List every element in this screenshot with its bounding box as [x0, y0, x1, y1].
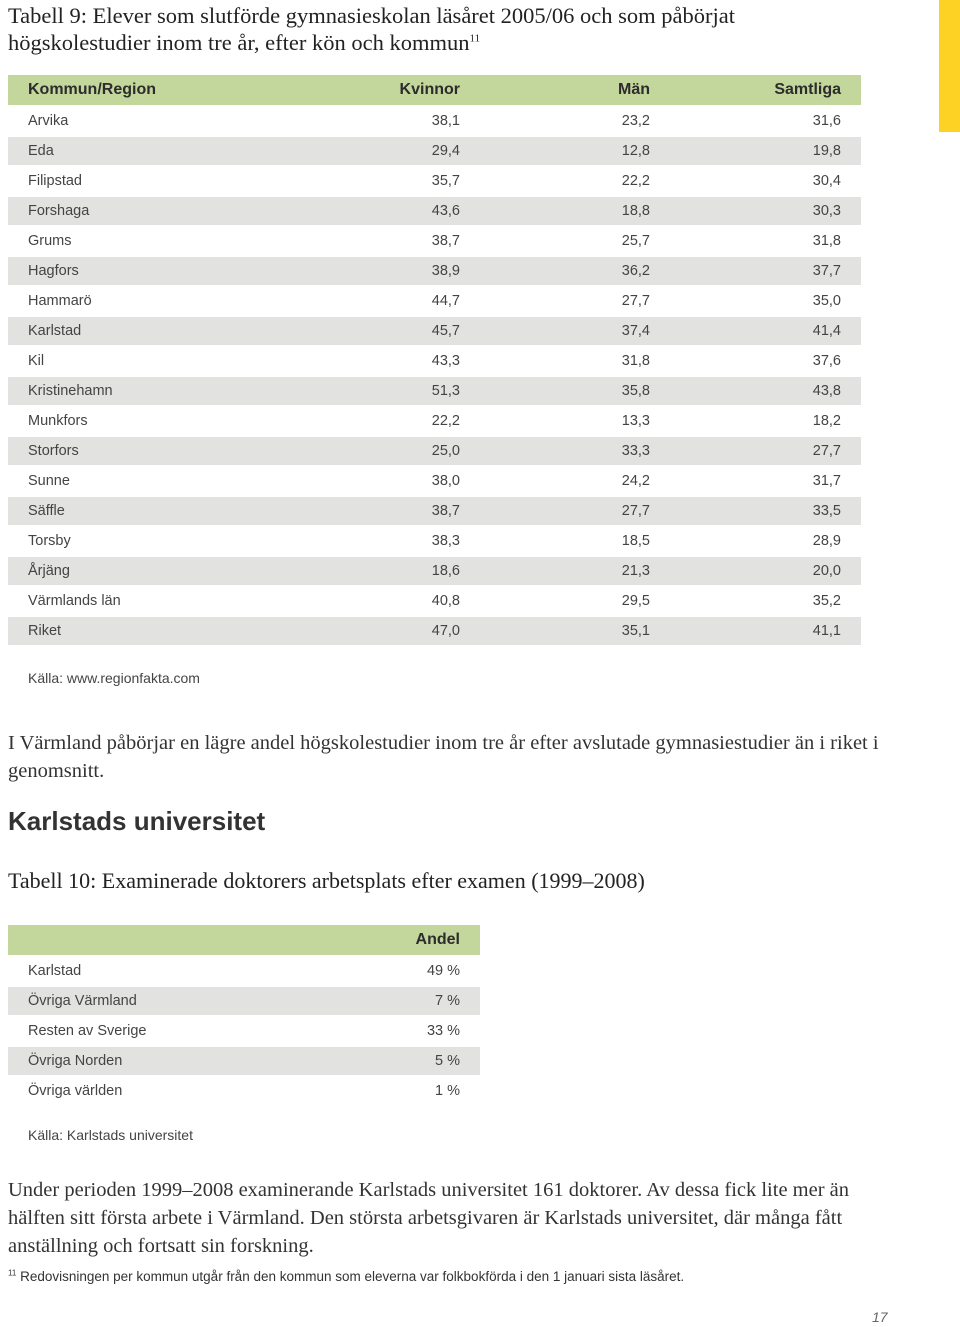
- men-cell: 18,8: [621, 203, 650, 219]
- footnote-marker: 11: [8, 1268, 17, 1278]
- men-cell: 31,8: [621, 353, 650, 369]
- municipality-cell: Munkfors: [28, 413, 88, 429]
- footnote-ref: 11: [469, 32, 481, 45]
- municipality-cell: Säffle: [28, 503, 65, 519]
- table-row: [8, 527, 861, 555]
- table-row: [8, 167, 861, 195]
- table9-title-text: Tabell 9: Elever som slutförde gymnasieskolan läsåret 2005/06 och som påbörjat högskolestudier inom tre år, efter kön och kommun: [8, 3, 735, 55]
- total-cell: 41,4: [812, 323, 841, 339]
- women-cell: 43,3: [431, 353, 460, 369]
- women-cell: 25,0: [431, 443, 460, 459]
- footnote: [8, 1269, 908, 1284]
- table-row: [8, 407, 861, 435]
- municipality-cell: Karlstad: [28, 323, 82, 339]
- total-cell: 30,3: [812, 203, 841, 219]
- women-cell: 38,7: [431, 503, 460, 519]
- total-cell: 20,0: [812, 563, 841, 579]
- women-cell: 40,8: [431, 593, 460, 609]
- women-cell: 44,7: [431, 293, 460, 309]
- total-cell: 31,6: [812, 113, 841, 129]
- table-row: [8, 227, 861, 255]
- women-cell: 38,7: [431, 233, 460, 249]
- women-cell: 38,1: [431, 113, 460, 129]
- table-row: [8, 467, 861, 495]
- col-header-women: Kvinnor: [399, 81, 460, 98]
- women-cell: 38,3: [431, 533, 460, 549]
- total-cell: 30,4: [812, 173, 841, 189]
- col-header-total: Samtliga: [774, 81, 841, 98]
- men-cell: 12,8: [621, 143, 650, 159]
- table-row: [8, 987, 480, 1015]
- table9-title: [8, 2, 868, 56]
- workplace-cell: Karlstad: [28, 963, 82, 979]
- table9-source: Källa: www.regionfakta.com: [28, 670, 200, 686]
- men-cell: 27,7: [621, 293, 650, 309]
- table-row: [8, 1077, 480, 1105]
- men-cell: 21,3: [621, 563, 650, 579]
- municipality-cell: Årjäng: [28, 563, 70, 579]
- share-cell: 33 %: [426, 1023, 460, 1039]
- table-row: [8, 1047, 480, 1075]
- municipality-cell: Värmlands län: [28, 593, 121, 609]
- municipality-cell: Kil: [28, 353, 45, 369]
- men-cell: 24,2: [621, 473, 650, 489]
- page-number: 17: [872, 1309, 888, 1325]
- municipality-cell: Torsby: [28, 533, 71, 549]
- table10-header-row: [8, 925, 480, 955]
- men-cell: 33,3: [621, 443, 650, 459]
- col-header-men: Män: [618, 81, 650, 98]
- table-row: [8, 617, 861, 645]
- share-cell: 5 %: [435, 1053, 460, 1069]
- table-row: [8, 287, 861, 315]
- workplace-cell: Resten av Sverige: [28, 1023, 147, 1039]
- municipality-cell: Riket: [28, 623, 62, 639]
- table-row: [8, 137, 861, 165]
- table-row: [8, 347, 861, 375]
- col-header-municipality: Kommun/Region: [28, 81, 156, 98]
- table-row: [8, 1017, 480, 1045]
- municipality-cell: Arvika: [28, 113, 69, 129]
- women-cell: 43,6: [431, 203, 460, 219]
- body-paragraph-1: I Värmland påbörjar en lägre andel högskolestudier inom tre år efter avslutade gymnasiestudier än i riket i genomsnitt.: [8, 732, 879, 782]
- table-row: [8, 557, 861, 585]
- men-cell: 23,2: [621, 113, 650, 129]
- body-paragraph-2: Under perioden 1999–2008 examinerande Karlstads universitet 161 doktorer. Av dessa fick lite mer än hälften sitt första arbete i Värmland. Den största arbetsgivaren är Karlstads universitet, där många fått anställning och fortsatt sin forskning.: [8, 1179, 850, 1257]
- municipality-cell: Kristinehamn: [28, 383, 113, 399]
- table10-source: Källa: Karlstads universitet: [28, 1127, 193, 1143]
- total-cell: 31,8: [812, 233, 841, 249]
- total-cell: 27,7: [812, 443, 841, 459]
- table-row: [8, 107, 861, 135]
- total-cell: 31,7: [812, 473, 841, 489]
- men-cell: 25,7: [621, 233, 650, 249]
- table-row: [8, 257, 861, 285]
- footnote-text: Redovisningen per kommun utgår från den kommun som eleverna var folkbokförda i den 1 januari sista läsåret.: [20, 1269, 685, 1284]
- total-cell: 37,6: [812, 353, 841, 369]
- municipality-cell: Eda: [28, 143, 54, 159]
- municipality-cell: Forshaga: [28, 203, 90, 219]
- share-cell: 7 %: [435, 993, 460, 1009]
- women-cell: 35,7: [431, 173, 460, 189]
- women-cell: 38,0: [431, 473, 460, 489]
- table-row: [8, 197, 861, 225]
- table9: [8, 75, 861, 645]
- men-cell: 18,5: [621, 533, 650, 549]
- section-heading: Karlstads universitet: [8, 806, 266, 836]
- share-cell: 49 %: [426, 963, 460, 979]
- municipality-cell: Sunne: [28, 473, 70, 489]
- total-cell: 35,2: [812, 593, 841, 609]
- men-cell: 35,8: [621, 383, 650, 399]
- page-accent-tab: [939, 0, 960, 132]
- table-row: [8, 957, 480, 985]
- women-cell: 18,6: [431, 563, 460, 579]
- table10: [8, 925, 480, 1110]
- women-cell: 22,2: [431, 413, 460, 429]
- municipality-cell: Hagfors: [28, 263, 79, 279]
- total-cell: 43,8: [812, 383, 841, 399]
- women-cell: 38,9: [431, 263, 460, 279]
- men-cell: 27,7: [621, 503, 650, 519]
- workplace-cell: Övriga världen: [28, 1083, 123, 1099]
- men-cell: 37,4: [621, 323, 650, 339]
- total-cell: 37,7: [812, 263, 841, 279]
- table-row: [8, 497, 861, 525]
- women-cell: 29,4: [431, 143, 460, 159]
- total-cell: 41,1: [812, 623, 841, 639]
- total-cell: 18,2: [812, 413, 841, 429]
- col-header-share: Andel: [415, 931, 460, 948]
- table9-header-row: [8, 75, 861, 105]
- men-cell: 29,5: [621, 593, 650, 609]
- workplace-cell: Övriga Värmland: [28, 993, 137, 1009]
- men-cell: 35,1: [621, 623, 650, 639]
- women-cell: 45,7: [431, 323, 460, 339]
- table-row: [8, 377, 861, 405]
- total-cell: 28,9: [812, 533, 841, 549]
- table-row: [8, 437, 861, 465]
- total-cell: 33,5: [812, 503, 841, 519]
- share-cell: 1 %: [435, 1083, 460, 1099]
- women-cell: 47,0: [431, 623, 460, 639]
- table-row: [8, 317, 861, 345]
- men-cell: 22,2: [621, 173, 650, 189]
- women-cell: 51,3: [431, 383, 460, 399]
- men-cell: 36,2: [621, 263, 650, 279]
- municipality-cell: Filipstad: [28, 173, 82, 189]
- total-cell: 35,0: [812, 293, 841, 309]
- municipality-cell: Grums: [28, 233, 72, 249]
- municipality-cell: Storfors: [28, 443, 79, 459]
- men-cell: 13,3: [621, 413, 650, 429]
- municipality-cell: Hammarö: [28, 293, 92, 309]
- table10-title: Tabell 10: Examinerade doktorers arbetsplats efter examen (1999–2008): [8, 868, 645, 893]
- workplace-cell: Övriga Norden: [28, 1053, 123, 1069]
- table-row: [8, 587, 861, 615]
- total-cell: 19,8: [812, 143, 841, 159]
